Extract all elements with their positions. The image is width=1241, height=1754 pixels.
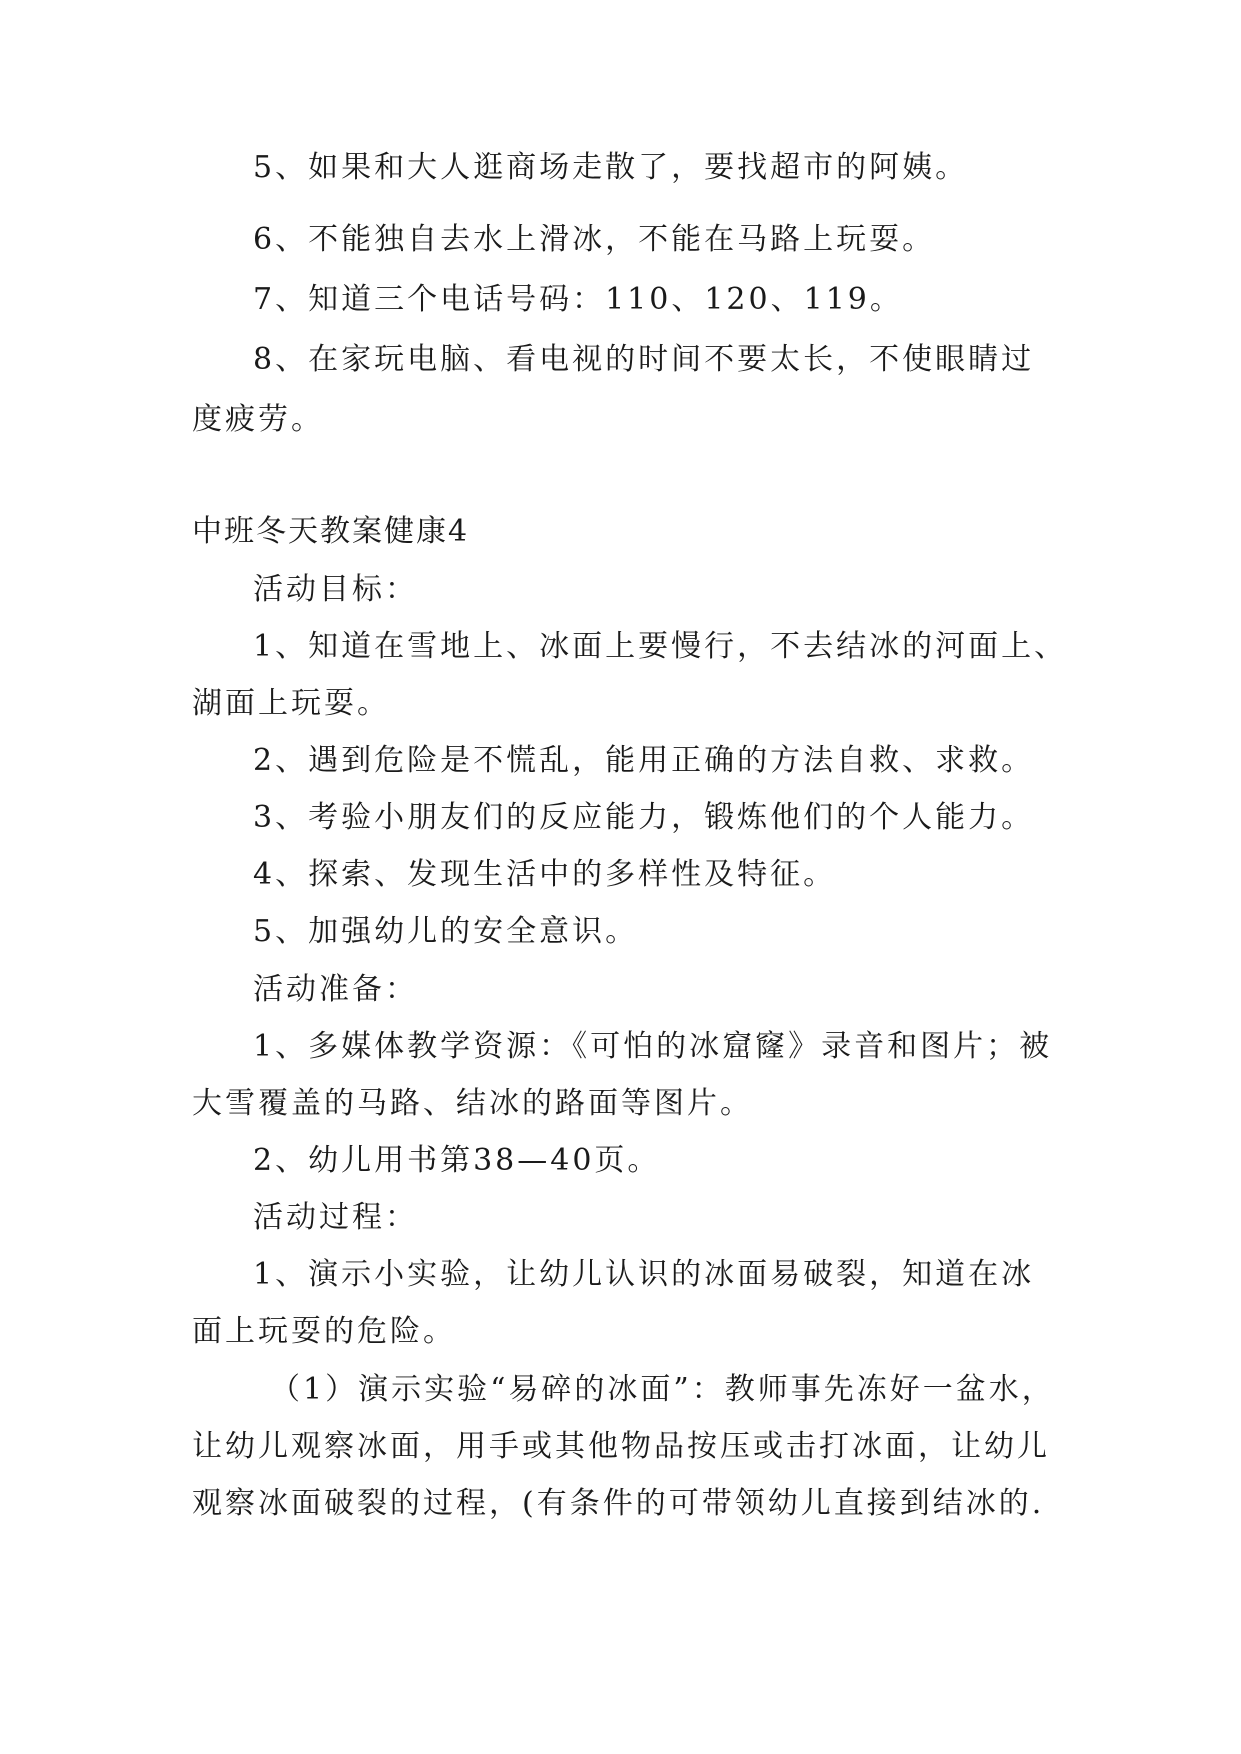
subheading: 活动过程： <box>253 1200 418 1235</box>
paragraph-line: 5、如果和大人逛商场走散了，要找超市的阿姨。 <box>253 150 969 185</box>
paragraph-line: 6、不能独自去水上滑冰，不能在马路上玩耍。 <box>253 222 936 257</box>
paragraph-line: 观察冰面破裂的过程，(有条件的可带领幼儿直接到结冰的. <box>192 1486 1045 1521</box>
paragraph-line: 2、遇到危险是不慌乱，能用正确的方法自救、求救。 <box>253 743 1035 778</box>
subheading: 活动目标： <box>253 572 418 607</box>
paragraph-line: 1、知道在雪地上、冰面上要慢行，不去结冰的河面上、 <box>253 629 1068 664</box>
paragraph-line: 大雪覆盖的马路、结冰的路面等图片。 <box>192 1086 753 1121</box>
paragraph-line: 2、幼儿用书第38—40页。 <box>253 1143 661 1178</box>
paragraph-line: 4、探索、发现生活中的多样性及特征。 <box>253 857 837 892</box>
paragraph-line: 7、知道三个电话号码：110、120、119。 <box>253 282 903 317</box>
paragraph-line: 8、在家玩电脑、看电视的时间不要太长，不使眼睛过 <box>253 342 1035 377</box>
paragraph-line: 湖面上玩耍。 <box>192 686 390 721</box>
paragraph-line: 1、演示小实验，让幼儿认识的冰面易破裂，知道在冰 <box>253 1257 1035 1292</box>
paragraph-line: 1、多媒体教学资源：《可怕的冰窟窿》录音和图片；被 <box>253 1029 1053 1064</box>
paragraph-line: 让幼儿观察冰面，用手或其他物品按压或击打冰面，让幼儿 <box>192 1429 1050 1464</box>
paragraph-line: 面上玩耍的危险。 <box>192 1314 456 1349</box>
paragraph-line: 5、加强幼儿的安全意识。 <box>253 914 639 949</box>
section-heading: 中班冬天教案健康4 <box>192 514 470 549</box>
paragraph-line: （1）演示实验“易碎的冰面”：教师事先冻好一盆水， <box>270 1372 1055 1407</box>
paragraph-line: 度疲劳。 <box>192 402 324 437</box>
subheading: 活动准备： <box>253 972 418 1007</box>
paragraph-line: 3、考验小朋友们的反应能力，锻炼他们的个人能力。 <box>253 800 1035 835</box>
